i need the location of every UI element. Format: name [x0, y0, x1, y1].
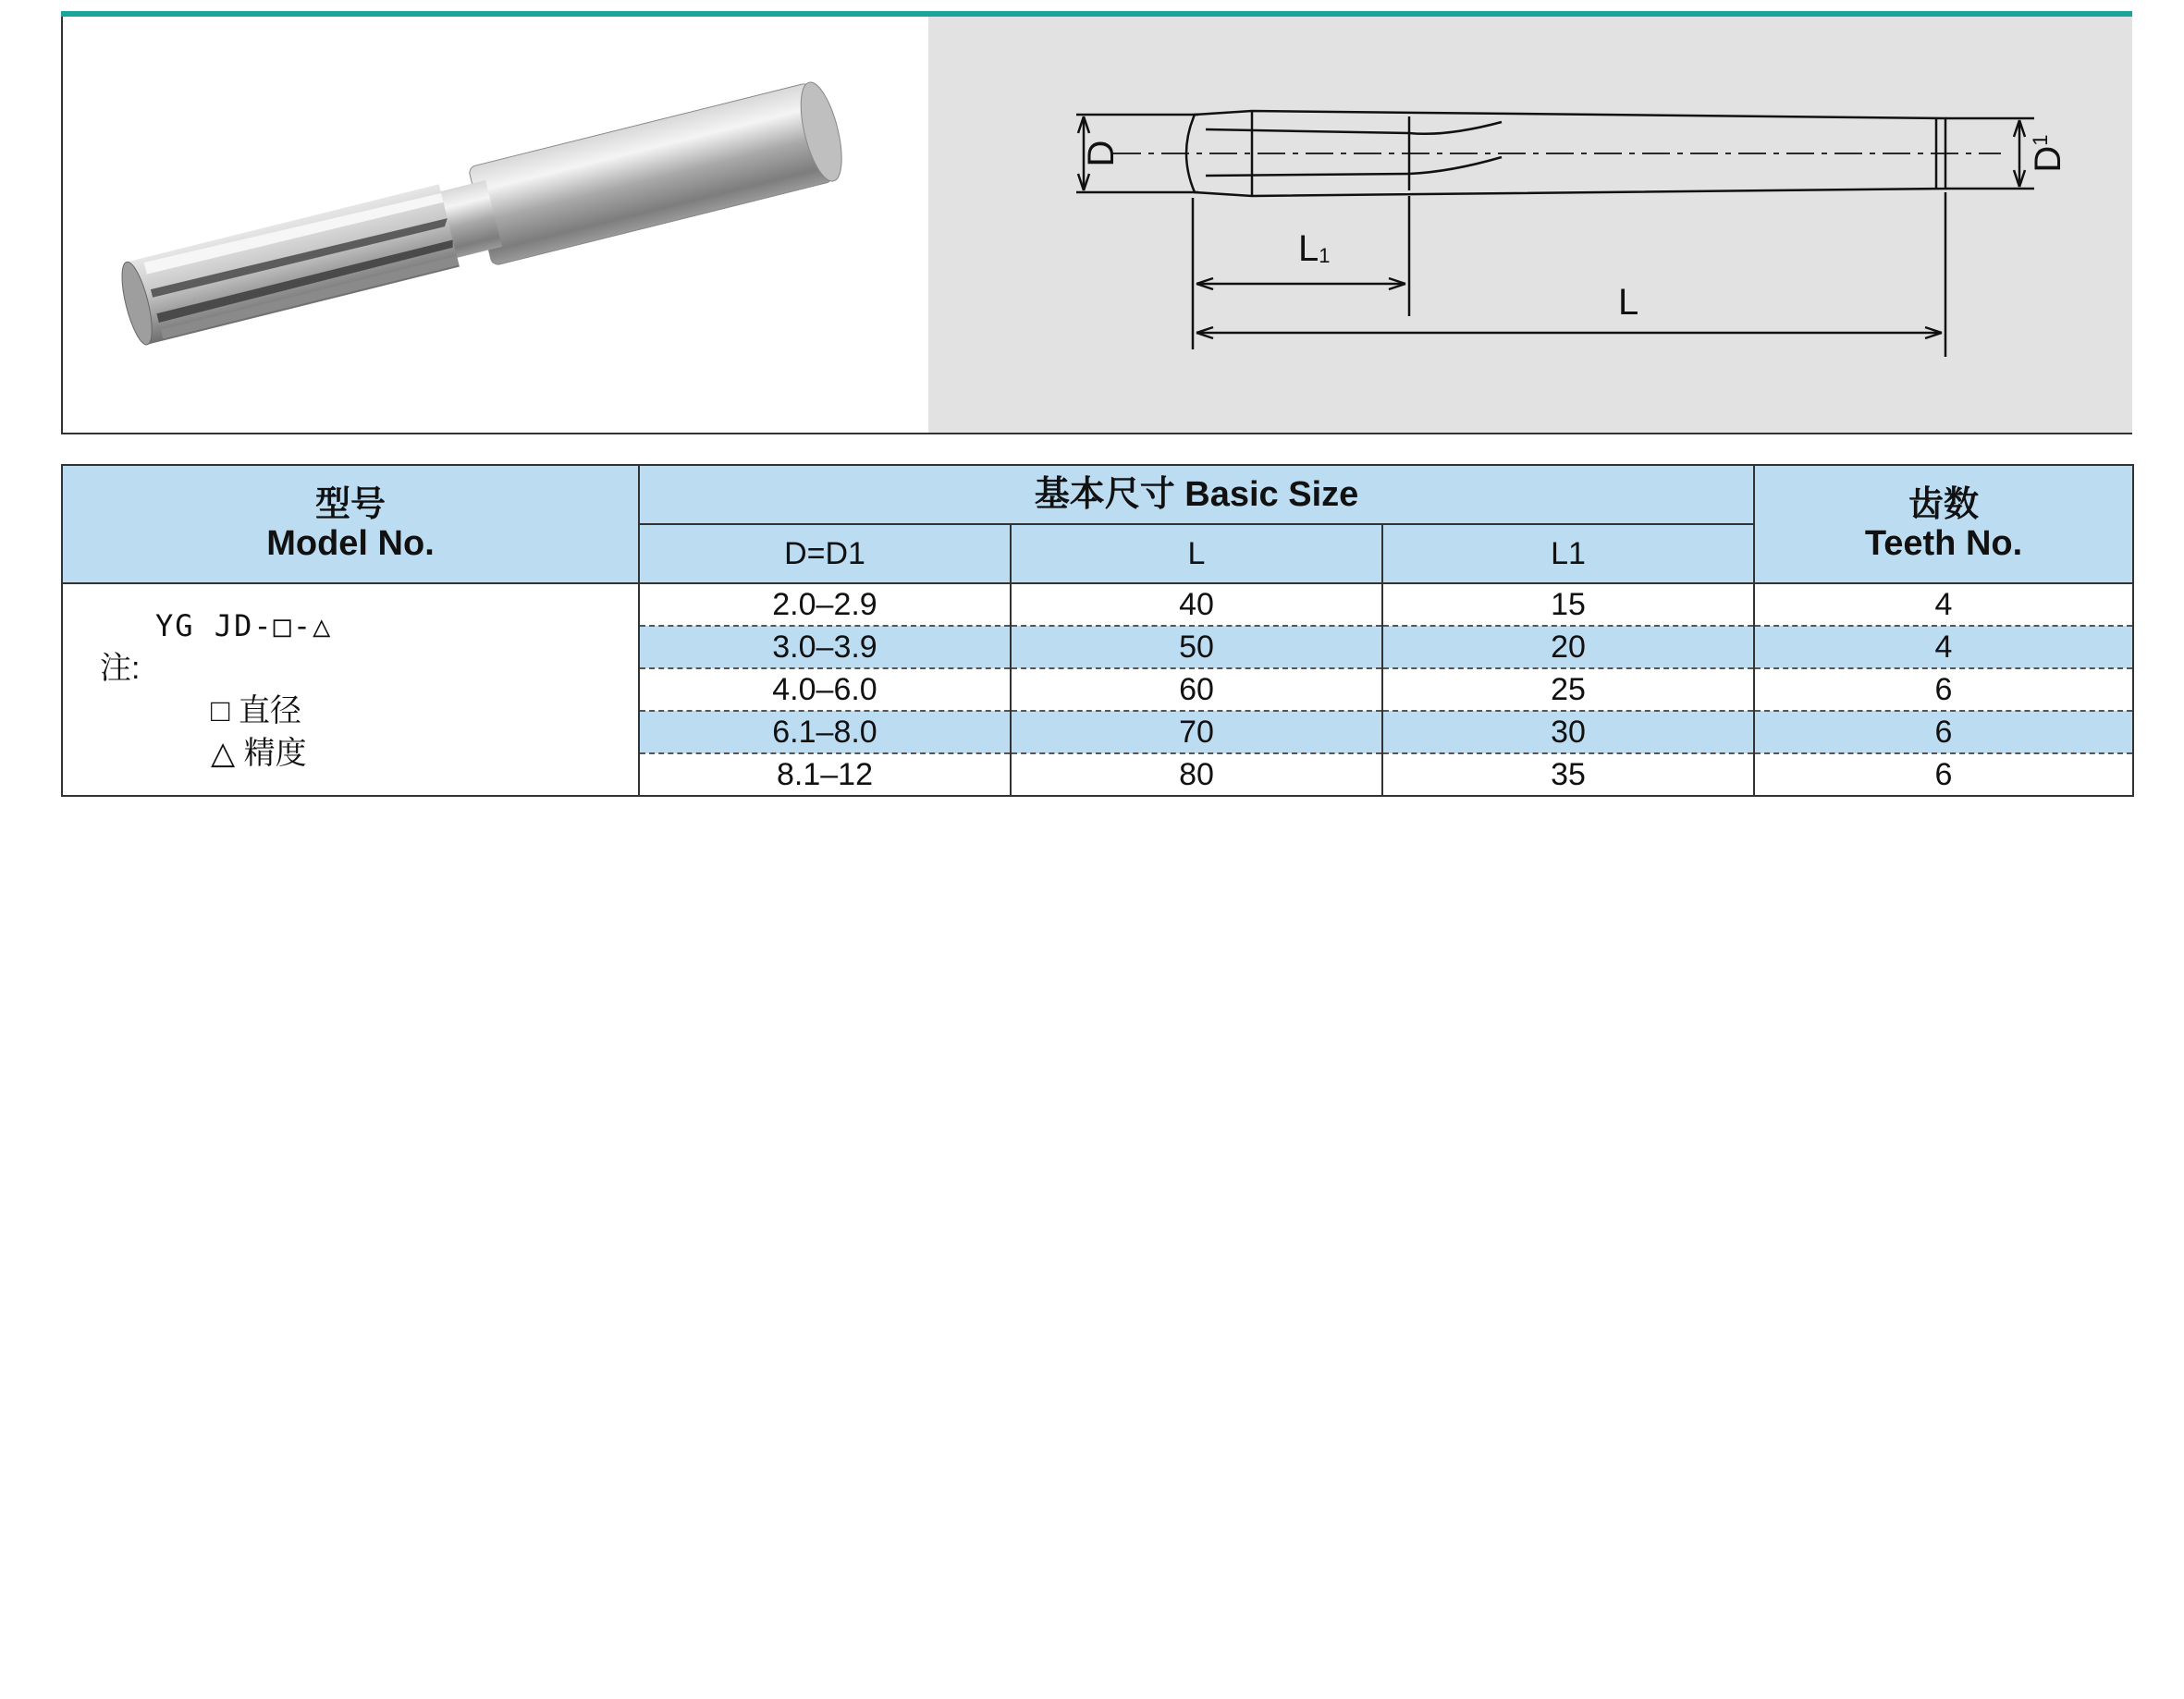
header-col-l1: L1: [1382, 524, 1754, 583]
cell-l1: 15: [1382, 583, 1754, 626]
header-teeth-cn: 齿数: [1908, 485, 1980, 524]
cell-l: 40: [1011, 583, 1382, 626]
cell-l: 70: [1011, 711, 1382, 753]
cell-d: 2.0–2.9: [639, 583, 1011, 626]
header-model-cn: 型号: [314, 485, 386, 524]
cell-d: 6.1–8.0: [639, 711, 1011, 753]
header-teeth-en: Teeth No.: [1864, 524, 2023, 563]
cell-d: 4.0–6.0: [639, 668, 1011, 711]
header-basic-size: 基本尺寸 Basic Size: [639, 465, 1754, 524]
cell-teeth: 4: [1754, 583, 2133, 626]
cell-l: 50: [1011, 626, 1382, 668]
cell-teeth: 4: [1754, 626, 2133, 668]
label-d1: $D^1$: [2028, 134, 2068, 173]
label-l: L: [1618, 282, 1639, 323]
header-col-d: D=D1: [639, 524, 1011, 583]
cell-teeth: 6: [1754, 711, 2133, 753]
label-l1: L1: [1298, 228, 1331, 269]
cell-teeth: 6: [1754, 753, 2133, 796]
cell-l: 80: [1011, 753, 1382, 796]
cell-l: 60: [1011, 668, 1382, 711]
model-note-precision: △ 精度: [211, 736, 307, 771]
label-d: D: [1081, 140, 1122, 167]
model-cell: [62, 583, 639, 796]
cell-l1: 25: [1382, 668, 1754, 711]
cell-teeth: 6: [1754, 668, 2133, 711]
header-model-en: Model No.: [266, 524, 435, 563]
header-col-l: L: [1011, 524, 1382, 583]
reamer-technical-drawing: [928, 17, 2132, 433]
product-figure: [61, 17, 2132, 434]
cell-l1: 20: [1382, 626, 1754, 668]
header-model: [62, 465, 639, 583]
header-teeth: [1754, 465, 2133, 583]
reamer-photo: [63, 17, 928, 433]
cell-l1: 35: [1382, 753, 1754, 796]
model-code: YG JD-□-△: [155, 608, 333, 643]
model-note-diameter: □ 直径: [211, 693, 301, 728]
model-note-label: 注:: [100, 651, 141, 686]
cell-l1: 30: [1382, 711, 1754, 753]
spec-table: [61, 464, 2134, 797]
table-row: [62, 583, 2133, 626]
cell-d: 3.0–3.9: [639, 626, 1011, 668]
cell-d: 8.1–12: [639, 753, 1011, 796]
